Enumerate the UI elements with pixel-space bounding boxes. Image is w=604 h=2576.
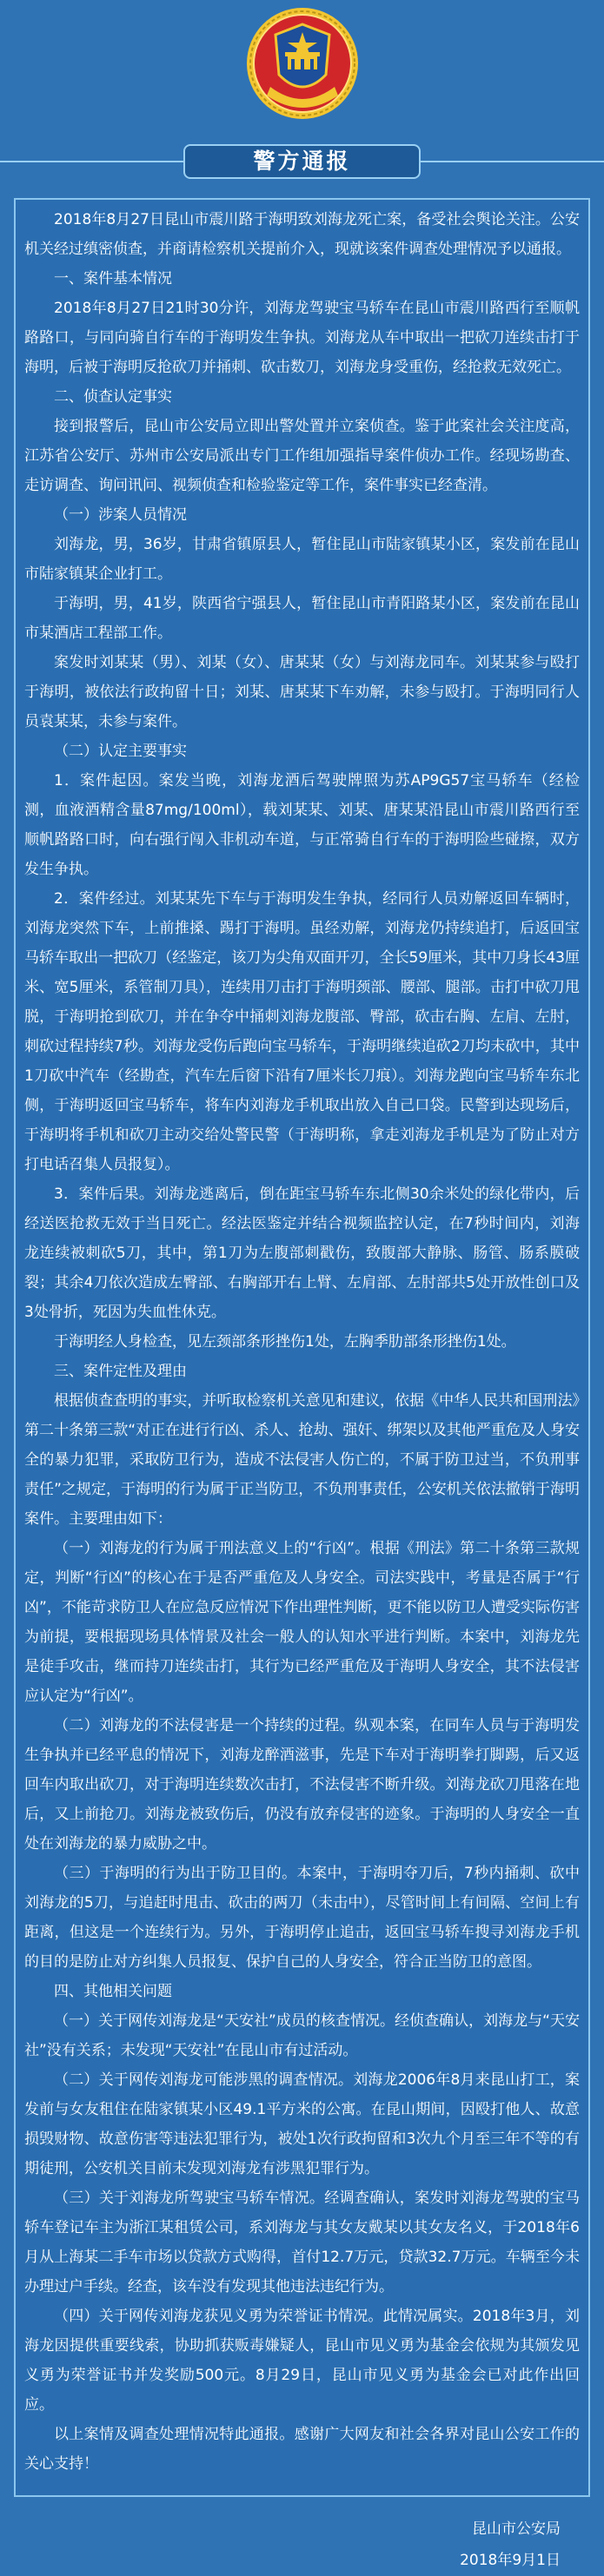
paragraph: 于海明，男，41岁，陕西省宁强县人，暂住昆山市青阳路某小区，案发前在昆山市某酒店工程部工作。 (24, 595, 580, 642)
police-emblem-icon (242, 3, 362, 123)
paragraph: 3．案件后果。刘海龙逃离后，倒在距宝马轿车东北侧30余米处的绿化带内，后经送医抢救无效于当日死亡。经法医鉴定并结合视频监控认定，在7秒时间内，刘海龙连续被刺砍5刀，其中，第1刀为左腹部刺戳伤，致腹部大静脉、肠管、肠系膜破裂；其余4刀依次造成左臀部、右胸部开右上臂、左肩部、左肘部共5处开放性创口及3处骨折，死因为失血性休克。 (24, 1186, 580, 1321)
closing-paragraph: 以上案情及调查处理情况特此通报。感谢广大网友和社会各界对昆山公安工作的关心支持！ (24, 2426, 580, 2473)
signature-org: 昆山市公安局 (472, 2520, 561, 2538)
paragraph: 接到报警后，昆山市公安局立即出警处置并立案侦查。鉴于此案社会关注度高，江苏省公安厅、苏州市公安局派出专门工作组加强指导案件侦办工作。经现场勘查、走访调查、询问讯问、视频侦查和检验鉴定等工作，案件事实已经查清。 (24, 418, 580, 494)
subsection-heading: （一）涉案人员情况 (54, 506, 187, 524)
section-heading-4: 四、其他相关问题 (54, 1983, 172, 2000)
section-heading-3: 三、案件定性及理由 (54, 1363, 187, 1380)
header-banner (0, 0, 604, 198)
paragraph: （一）关于网传刘海龙是“天安社”成员的核查情况。经侦查确认，刘海龙与“天安社”没有关系；未发现“天安社”在昆山市有过活动。 (24, 2012, 580, 2059)
section-heading-1: 一、案件基本情况 (54, 270, 172, 287)
page-title: 警方通报 (183, 144, 421, 179)
paragraph: （二）关于网传刘海龙可能涉黑的调查情况。刘海龙2006年8月来昆山打工，案发前与女友租住在陆家镇某小区49.1平方米的公寓。在昆山期间，因殴打他人、故意损毁财物、故意伤害等违法犯罪行为，被处1次行政拘留和3次九个月至三年不等的有期徒刑，公安机关目前未发现刘海龙有涉黑犯罪行为。 (24, 2071, 580, 2177)
subsection-heading: （二）认定主要事实 (54, 743, 187, 760)
section-heading-2: 二、侦查认定事实 (54, 388, 172, 406)
title-ribbon (0, 144, 604, 179)
paragraph: 1．案件起因。案发当晚，刘海龙酒后驾驶牌照为苏AP9G57宝马轿车（经检测，血液酒精含量87mg/100ml），载刘某某、刘某、唐某某沿昆山市震川路西行至顺帆路路口时，向右强行闯入非机动车道，与正常骑自行车的于海明险些碰擦，双方发生争执。 (24, 772, 580, 878)
signature-block (24, 2513, 580, 2576)
notice-body (16, 200, 588, 2576)
paragraph: （三）关于刘海龙所驾驶宝马轿车情况。经调查确认，案发时刘海龙驾驶的宝马轿车登记车主为浙江某租赁公司，系刘海龙与其女友戴某以其女友名义，于2018年6月从上海某二手车市场以贷款方式购得，首付12.7万元，贷款32.7万元。车辆至今未办理过户手续。经查，该车没有发现其他违法违纪行为。 (24, 2190, 580, 2295)
intro-paragraph: 2018年8月27日昆山市震川路于海明致刘海龙死亡案，备受社会舆论关注。公安机关经过缜密侦查，并商请检察机关提前介入，现就该案件调查处理情况予以通报。 (24, 211, 580, 258)
paragraph: 刘海龙，男，36岁，甘肃省镇原县人，暂住昆山市陆家镇某小区，案发前在昆山市陆家镇某企业打工。 (24, 536, 580, 583)
paragraph: 根据侦查查明的事实，并听取检察机关意见和建议，依据《中华人民共和国刑法》第二十条第三款“对正在进行行凶、杀人、抢劫、强奸、绑架以及其他严重危及人身安全的暴力犯罪，采取防卫行为，造成不法侵害人伤亡的，不属于防卫过当，不负刑事责任”之规定，于海明的行为属于正当防卫，不负刑事责任，公安机关依法撤销于海明案件。主要理由如下： (24, 1392, 580, 1528)
signature-date: 2018年9月1日 (460, 2552, 561, 2569)
paragraph: （四）关于网传刘海龙获见义勇为荣誉证书情况。此情况属实。2018年3月，刘海龙因提供重要线索，协助抓获贩毒嫌疑人，昆山市见义勇为基金会依规为其颁发见义勇为荣誉证书并发奖励500元。8月29日，昆山市见义勇为基金会已对此作出回应。 (24, 2308, 580, 2414)
paragraph: （一）刘海龙的行为属于刑法意义上的“行凶”。根据《刑法》第二十条第三款规定，判断“行凶”的核心在于是否严重危及人身安全。司法实践中，考量是否属于“行凶”，不能苛求防卫人在应急反应情况下作出理性判断，更不能以防卫人遭受实际伤害为前提，要根据现场具体情景及社会一般人的认知水平进行判断。本案中，刘海龙先是徒手攻击，继而持刀连续击打，其行为已经严重危及于海明人身安全，其不法侵害应认定为“行凶”。 (24, 1540, 580, 1705)
notice-panel (14, 198, 590, 2569)
paragraph: 2018年8月27日21时30分许，刘海龙驾驶宝马轿车在昆山市震川路西行至顺帆路路口，与同向骑自行车的于海明发生争执。刘海龙从车中取出一把砍刀连续击打于海明，后被于海明反抢砍刀并捅刺、砍击数刀，刘海龙身受重伤，经抢救无效死亡。 (24, 300, 580, 376)
paragraph: 案发时刘某某（男）、刘某（女）、唐某某（女）与刘海龙同车。刘某某参与殴打于海明，被依法行政拘留十日；刘某、唐某某下车劝解，未参与殴打。于海明同行人员袁某某，未参与案件。 (24, 654, 580, 730)
paragraph: 2．案件经过。刘某某先下车与于海明发生争执，经同行人员劝解返回车辆时，刘海龙突然下车，上前推搡、踢打于海明。虽经劝解，刘海龙仍持续追打，后返回宝马轿车取出一把砍刀（经鉴定，该刀为尖角双面开刃，全长59厘米，其中刀身长43厘米、宽5厘米，系管制刀具），连续用刀击打于海明颈部、腰部、腿部。击打中砍刀甩脱，于海明抢到砍刀，并在争夺中捅刺刘海龙腹部、臀部，砍击右胸、左肩、左肘，刺砍过程持续7秒。刘海龙受伤后跑向宝马轿车，于海明继续追砍2刀均未砍中，其中1刀砍中汽车（经勘查，汽车左后窗下沿有7厘米长刀痕）。刘海龙跑向宝马轿车东北侧，于海明返回宝马轿车，将车内刘海龙手机取出放入自己口袋。民警到达现场后，于海明将手机和砍刀主动交给处警民警（于海明称，拿走刘海龙手机是为了防止对方打电话召集人员报复）。 (24, 890, 580, 1173)
paragraph: （二）刘海龙的不法侵害是一个持续的过程。纵观本案，在同车人员与于海明发生争执并已经平息的情况下，刘海龙醉酒滋事，先是下车对于海明拳打脚踢，后又返回车内取出砍刀，对于海明连续数次击打，不法侵害不断升级。刘海龙砍刀甩落在地后，又上前抢刀。刘海龙被致伤后，仍没有放弃侵害的迹象。于海明的人身安全一直处在刘海龙的暴力威胁之中。 (24, 1717, 580, 1853)
paragraph: 于海明经人身检查，见左颈部条形挫伤1处，左胸季肋部条形挫伤1处。 (54, 1333, 516, 1351)
paragraph: （三）于海明的行为出于防卫目的。本案中，于海明夺刀后，7秒内捅刺、砍中刘海龙的5刀，与追赶时甩击、砍击的两刀（未击中），尽管时间上有间隔、空间上有距离，但这是一个连续行为。另外，于海明停止追击，返回宝马轿车搜寻刘海龙手机的目的是防止对方纠集人员报复、保护自己的人身安全，符合正当防卫的意图。 (24, 1865, 580, 1971)
